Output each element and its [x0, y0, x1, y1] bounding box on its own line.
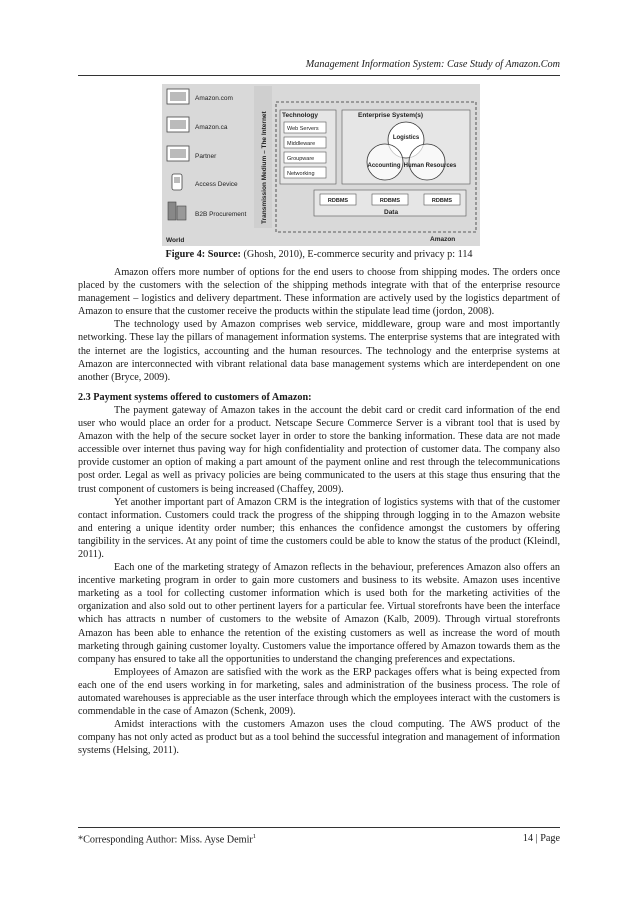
author-text: *Corresponding Author: Miss. Ayse Demir [78, 834, 253, 846]
client-partner [167, 146, 217, 161]
data-label: Data [384, 209, 399, 216]
technology-item: Web Servers [287, 126, 319, 132]
technology-item: Middleware [287, 141, 316, 147]
rdbms-label: RDBMS [379, 198, 401, 204]
technology-title: Technology [282, 112, 318, 119]
rdbms-label: RDBMS [327, 198, 349, 204]
author-sup: 1 [252, 833, 257, 840]
hr-circle [409, 144, 445, 180]
paragraph: Employees of Amazon are satisfied with the work as the ERP packages offers what is being expected from each one of the end users working in for marketing, sales and administration of the business process. The role of automated warehouses is appreciable as the user interface through which the employees interact with the customers is commendable in the case of Amazon (Schenk, 2009). [78, 666, 560, 718]
client-label: Amazon.com [195, 95, 233, 102]
client-amazon-com [167, 89, 233, 104]
running-header: Management Information System: Case Study of Amazon.Com [305, 59, 560, 70]
circle-label: Logistics [392, 135, 420, 141]
rdbms-label: RDBMS [431, 198, 453, 204]
technology-item: Networking [287, 171, 315, 177]
client-label: Partner [195, 153, 217, 160]
paragraph: The payment gateway of Amazon takes in the account the debit card or credit card information of the end user who would place an order for a product. Netscape Secure Commerce Server is a vibrant tool that is used by Amazon with the help of the secure socket layer in order to store the banking information. These data are not made accessible over internet thus paving way for high confidentiality and protection of customer data. The company also provide customer an option of making a part amount of the payment online and rest through the telecommunications post order. Legal as well as privacy policies are being communicated to the users at this stage thus ensuring that the trust component of customers is being increased (Chaffey, 2009). [78, 404, 560, 495]
client-amazon-ca [167, 117, 228, 132]
data-group [314, 190, 466, 216]
footer-author [78, 833, 256, 845]
paragraph: Each one of the marketing strategy of Amazon reflects in the behaviour, preferences Amazon also offers an incentive marketing program in order to gain more customers and business to its website. Amazon uses incentive marketing as a tool for collecting customer information which is used both for the marketing activities of the organization and also sold out to other pertinent layers for a particular fee. Virtual storefronts have been the interface which has attracts n number of customers to the website of Amazon (Kalb, 2009). Through virtual storefronts Amazon has been able to enhance the retention of the existing customers as well as increase the word of mouth marketing through gaining customer loyalty. Customers value the importance offered by Amazon towards them as the company has ensured to take all the opportunities to understand the changing preferences and expectations. [78, 562, 560, 665]
client-b2b-procurement [168, 202, 246, 220]
transmission-medium [254, 86, 272, 228]
header-rule [78, 75, 560, 76]
enterprise-group [342, 110, 470, 184]
client-access-device [172, 174, 238, 190]
caption-text: (Ghosh, 2010), E-commerce security and privacy p: 114 [240, 249, 473, 260]
paragraph: Yet another important part of Amazon CRM is the integration of logistics systems with that of the customer contact information. Customers could track the progress of the shipping through logging in to the Amazon website and entering a unique identity order number; this enhances the confidence amongst the customers by offering tangibility in the services. At any point of time the customers could be able to know the status of the product (Kleindl, 2011). [78, 496, 560, 560]
circle-label: Accounting [367, 163, 401, 169]
medium-label: Transmission Medium – The Internet [261, 111, 268, 224]
page-number: 14 | Page [522, 833, 560, 844]
caption-prefix: Figure 4: Source: [165, 249, 241, 260]
paragraph: Amazon offers more number of options for the end users to choose from shipping modes. The orders once placed by the customers with the selection of the shipping methods integrate with that of the enterprise resource management – logistics and delivery department. These information are actively used by the logistics department of Amazon to ensure that the customer receive the products within the stipulate lead time (jordon, 2008). [78, 267, 560, 318]
architecture-figure [162, 84, 480, 246]
client-label: Access Device [195, 181, 238, 188]
technology-item: Groupware [287, 156, 315, 162]
main-text [78, 266, 560, 757]
footer-rule [78, 827, 560, 828]
accounting-circle [367, 144, 403, 180]
amazon-label: Amazon [430, 236, 456, 243]
architecture-diagram [162, 84, 480, 246]
technology-group [280, 110, 336, 184]
paragraph: The technology used by Amazon comprises web service, middleware, group ware and most importantly networking. These lay the pillars of management information systems. The enterprise systems that are integrated with the internet are the logistics, accounting and the human resources. The technology and the enterprise systems at Amazon are interconnected with vibrant relational data base management systems which are interdependent on one another (Bryce, 2009). [78, 319, 560, 383]
circle-label: Human Resources [403, 163, 457, 169]
client-label: B2B Procurement [195, 211, 247, 218]
enterprise-title: Enterprise System(s) [358, 112, 424, 119]
paragraph: Amidst interactions with the customers Amazon uses the cloud computing. The AWS product of the company has not only acted as product but as a tool behind the successful integration and management of information systems (Helsing, 2011). [78, 719, 560, 757]
client-label: Amazon.ca [195, 124, 228, 131]
world-label: World [166, 237, 185, 244]
figure-caption [0, 249, 638, 260]
section-heading: 2.3 Payment systems offered to customers of Amazon: [78, 391, 312, 403]
